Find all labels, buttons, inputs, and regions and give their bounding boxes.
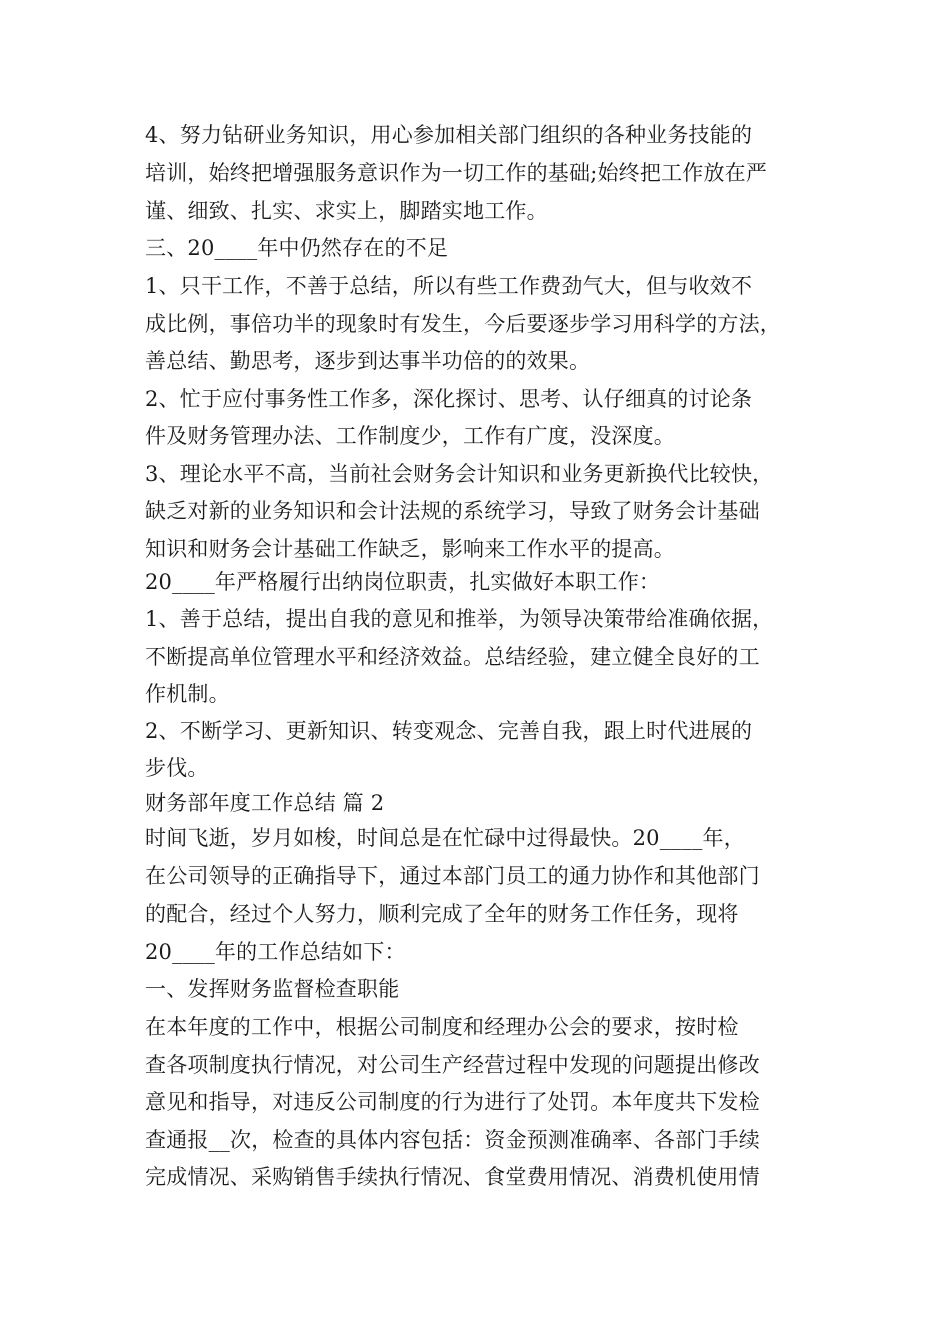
- text-line: 的配合，经过个人努力，顺利完成了全年的财务工作任务，现将: [145, 902, 739, 926]
- text-line: 3、理论水平不高，当前社会财务会计知识和业务更新换代比较快，: [145, 462, 774, 486]
- text-line: 缺乏对新的业务知识和会计法规的系统学习，导致了财务会计基础: [145, 499, 760, 523]
- section-title: 财务部年度工作总结 篇 2: [145, 791, 385, 815]
- text-line: 2、不断学习、更新知识、转变观念、完善自我，跟上时代进展的: [145, 719, 753, 743]
- text-line: 作机制。: [145, 682, 230, 706]
- text-line: 1、只干工作，不善于总结，所以有些工作费劲气大，但与收效不: [145, 274, 753, 298]
- text-line: 查各项制度执行情况，对公司生产经营过程中发现的问题提出修改: [145, 1053, 760, 1077]
- text-line: 谨、细致、扎实、求实上，脚踏实地工作。: [145, 199, 548, 223]
- text-line: 件及财务管理办法、工作制度少，工作有广度，没深度。: [145, 424, 675, 448]
- text-line: 不断提高单位管理水平和经济效益。总结经验，建立健全良好的工: [145, 645, 760, 669]
- text-line: 查通报__次，检查的具体内容包括：资金预测准确率、各部门手续: [145, 1128, 760, 1152]
- text-line: 在本年度的工作中，根据公司制度和经理办公会的要求，按时检: [145, 1015, 739, 1039]
- text-line: 培训，始终把增强服务意识作为一切工作的基础;始终把工作放在严: [145, 161, 768, 185]
- text-line: 时间飞逝，岁月如梭，时间总是在忙碌中过得最快。20____年，: [145, 826, 745, 850]
- text-line: 20____年的工作总结如下：: [145, 940, 406, 964]
- text-line: 善总结、勤思考，逐步到达事半功倍的的效果。: [145, 349, 591, 373]
- section-heading: 三、20____年中仍然存在的不足: [145, 236, 449, 260]
- text-line: 成比例，事倍功半的现象时有发生，今后要逐步学习用科学的方法，: [145, 312, 781, 336]
- section-heading: 一、发挥财务监督检查职能: [145, 977, 400, 1001]
- text-line: 20____年严格履行出纳岗位职责，扎实做好本职工作：: [145, 570, 661, 594]
- text-line: 在公司领导的正确指导下，通过本部门员工的通力协作和其他部门: [145, 864, 760, 888]
- text-line: 1、善于总结，提出自我的意见和推举，为领导决策带给准确依据，: [145, 607, 774, 631]
- text-line: 步伐。: [145, 756, 209, 780]
- text-line: 完成情况、采购销售手续执行情况、食堂费用情况、消费机使用情: [145, 1165, 760, 1189]
- text-line: 4、努力钻研业务知识，用心参加相关部门组织的各种业务技能的: [145, 123, 753, 147]
- text-line: 2、忙于应付事务性工作多，深化探讨、思考、认仔细真的讨论条: [145, 387, 753, 411]
- text-line: 知识和财务会计基础工作缺乏，影响来工作水平的提高。: [145, 537, 675, 561]
- text-line: 意见和指导，对违反公司制度的行为进行了处罚。本年度共下发检: [145, 1090, 760, 1114]
